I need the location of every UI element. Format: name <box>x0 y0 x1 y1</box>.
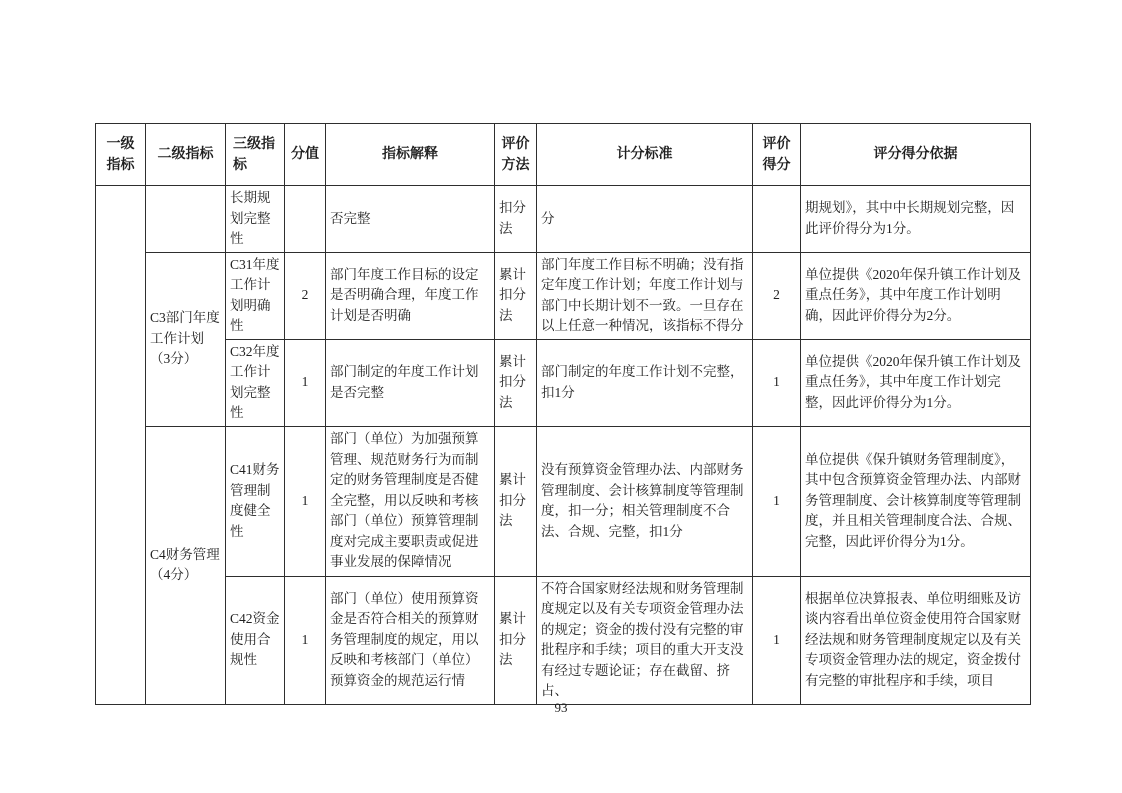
cell-r2-basis: 单位提供《2020年保升镇工作计划及重点任务》，其中年度工作计划明确，因此评价得分为2分。 <box>801 252 1031 339</box>
cell-r5-score: 1 <box>753 576 801 704</box>
table-row <box>96 576 1031 704</box>
header-score: 评价得分 <box>753 124 801 186</box>
cell-r3-basis: 单位提供《2020年保升镇工作计划及重点任务》，其中年度工作计划完整，因此评价得分为1分。 <box>801 339 1031 426</box>
header-score-value: 分值 <box>285 124 326 186</box>
header-basis: 评分得分依据 <box>801 124 1031 186</box>
cell-r2-score-value: 2 <box>285 252 326 339</box>
cell-r4-score: 1 <box>753 426 801 576</box>
cell-r3-method: 累计扣分法 <box>495 339 537 426</box>
page-number: 93 <box>554 700 568 715</box>
cell-r3-score-value: 1 <box>285 339 326 426</box>
cell-r1-basis: 期规划》，其中中长期规划完整，因此评价得分为1分。 <box>801 186 1031 253</box>
cell-r1-explanation: 否完整 <box>326 186 495 253</box>
cell-r5-basis: 根据单位决算报表、单位明细账及访谈内容看出单位资金使用符合国家财经法规和财务管理制度规定以及有关专项资金管理办法的规定，资金拨付有完整的审批程序和手续，项目 <box>801 576 1031 704</box>
cell-r3-score: 1 <box>753 339 801 426</box>
cell-level1-group <box>96 186 146 705</box>
evaluation-table <box>95 123 1031 705</box>
header-explanation: 指标解释 <box>326 124 495 186</box>
table-header-row <box>96 124 1031 186</box>
cell-r5-explanation: 部门（单位）使用预算资金是否符合相关的预算财务管理制度的规定，用以反映和考核部门（单位）预算资金的规范运行情 <box>326 576 495 704</box>
cell-r2-standard: 部门年度工作目标不明确；没有指定年度工作计划；年度工作计划与部门中长期计划不一致。一旦存在以上任意一种情况，该指标不得分 <box>537 252 753 339</box>
cell-r5-standard: 不符合国家财经法规和财务管理制度规定以及有关专项资金管理办法的规定；资金的拨付没有完整的审批程序和手续；项目的重大开支没有经过专题论证；存在截留、挤占、 <box>537 576 753 704</box>
cell-r4-level3: C41财务管理制度健全性 <box>226 426 285 576</box>
cell-r4-score-value: 1 <box>285 426 326 576</box>
cell-r2-level3: C31年度工作计划明确性 <box>226 252 285 339</box>
header-level3-indicator: 三级指标 <box>226 124 285 186</box>
table-row <box>96 339 1031 426</box>
cell-r2-explanation: 部门年度工作目标的设定是否明确合理，年度工作计划是否明确 <box>326 252 495 339</box>
cell-r3-standard: 部门制定的年度工作计划不完整，扣1分 <box>537 339 753 426</box>
cell-r4-method: 累计扣分法 <box>495 426 537 576</box>
header-level2-indicator: 二级指标 <box>146 124 226 186</box>
cell-r4-basis: 单位提供《保升镇财务管理制度》，其中包含预算资金管理办法、内部财务管理制度、会计核算制度等管理制度，并且相关管理制度合法、合规、完整，因此评价得分为1分。 <box>801 426 1031 576</box>
cell-r4-explanation: 部门（单位）为加强预算管理、规范财务行为而制定的财务管理制度是否健全完整，用以反映和考核部门（单位）预算管理制度对完成主要职责或促进事业发展的保障情况 <box>326 426 495 576</box>
cell-c4-group: C4财务管理（4分） <box>146 426 226 704</box>
cell-r5-level3: C42资金使用合规性 <box>226 576 285 704</box>
header-standard: 计分标准 <box>537 124 753 186</box>
cell-r1-method: 扣分法 <box>495 186 537 253</box>
cell-r5-score-value: 1 <box>285 576 326 704</box>
table-row <box>96 186 1031 253</box>
cell-r4-standard: 没有预算资金管理办法、内部财务管理制度、会计核算制度等管理制度，扣一分；相关管理制度不合法、合规、完整，扣1分 <box>537 426 753 576</box>
cell-c3-group: C3部门年度工作计划（3分） <box>146 252 226 426</box>
cell-r2-method: 累计扣分法 <box>495 252 537 339</box>
cell-r3-explanation: 部门制定的年度工作计划是否完整 <box>326 339 495 426</box>
cell-r1-level2 <box>146 186 226 253</box>
header-level1-indicator: 一级指标 <box>96 124 146 186</box>
cell-r1-standard: 分 <box>537 186 753 253</box>
cell-r1-level3: 长期规划完整性 <box>226 186 285 253</box>
table-row <box>96 426 1031 576</box>
table-row <box>96 252 1031 339</box>
cell-r2-score: 2 <box>753 252 801 339</box>
cell-r1-score-value <box>285 186 326 253</box>
header-method: 评价方法 <box>495 124 537 186</box>
cell-r3-level3: C32年度工作计划完整性 <box>226 339 285 426</box>
cell-r5-method: 累计扣分法 <box>495 576 537 704</box>
cell-r1-score <box>753 186 801 253</box>
